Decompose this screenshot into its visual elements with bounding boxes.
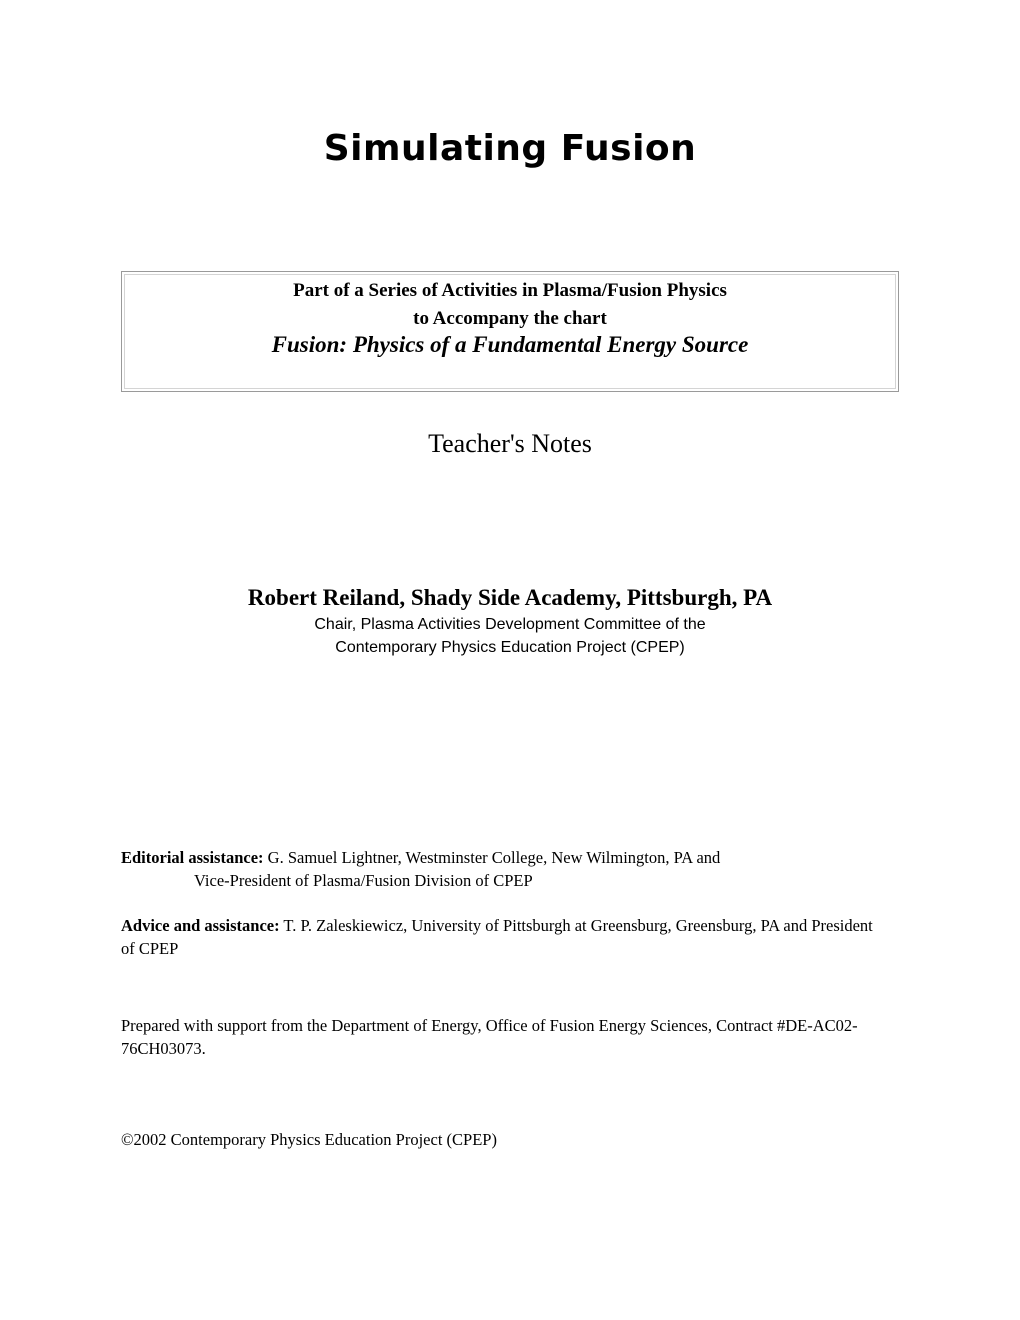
editorial-text-cont: Vice-President of Plasma/Fusion Division of CPEP xyxy=(194,871,533,890)
series-line: to Accompany the chart xyxy=(413,308,607,329)
support-note: Prepared with support from the Department of Energy, Office of Fusion Energy Sciences, Contract #DE-AC02-76CH03073. xyxy=(121,1016,858,1058)
advice-label: Advice and assistance: xyxy=(121,916,280,935)
editorial-credit xyxy=(121,846,881,892)
chart-title: Fusion: Physics of a Fundamental Energy Source xyxy=(271,332,749,357)
author-name: Robert Reiland, Shady Side Academy, Pittsburgh, PA xyxy=(247,585,773,610)
editorial-text: G. Samuel Lightner, Westminster College, New Wilmington, PA and xyxy=(263,848,721,867)
copyright: ©2002 Contemporary Physics Education Project (CPEP) xyxy=(121,1130,497,1149)
notes-heading: Teacher's Notes xyxy=(428,429,592,458)
page-title: Simulating Fusion xyxy=(323,128,697,169)
advice-credit xyxy=(121,914,881,960)
series-line: Part of a Series of Activities in Plasma/Fusion Physics xyxy=(293,280,727,301)
series-box xyxy=(121,271,899,392)
author-role: Chair, Plasma Activities Development Committee of the xyxy=(314,616,706,633)
editorial-label: Editorial assistance: xyxy=(121,848,264,867)
advice-text: T. P. Zaleskiewicz, University of Pittsburgh at Greensburg, Greensburg, PA and President of CPEP xyxy=(121,916,873,958)
author-role: Contemporary Physics Education Project (CPEP) xyxy=(335,639,685,656)
